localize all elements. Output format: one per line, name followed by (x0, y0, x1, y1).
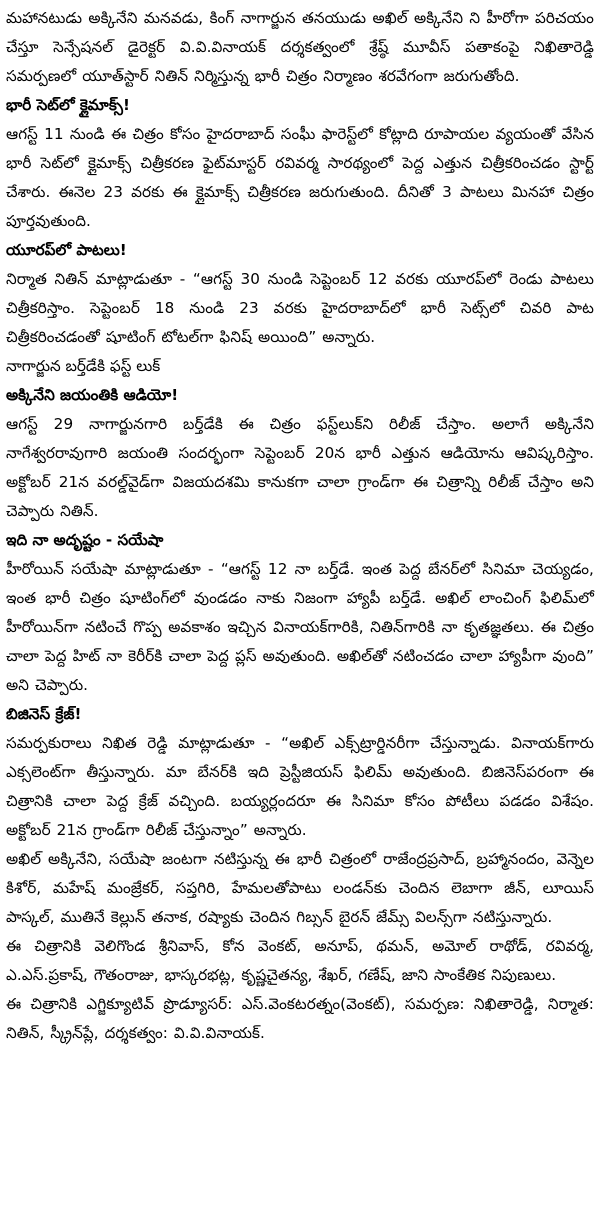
climax-paragraph: ఆగస్ట్ 11 నుండి ఈ చిత్రం కోసం హైదరాబాద్ సంఘీ ఫారెస్ట్‌లో కోట్లాది రూపాయల వ్యయంతో వేసిన భారీ సెట్‌లో క్లైమాక్స్ చిత్రీకరణ ఫైట్‌మాస్టర్ రవివర్మ సారథ్యంలో పెద్ద ఎత్తున చిత్రీకరించడం స్టార్ట్ చేశారు. ఈనెల 23 వరకు ఈ క్లైమాక్స్ చిత్రీకరణ జరుగుతుంది. దీనితో 3 పాటలు మినహా చిత్రం పూర్తవుతుంది. (6, 125, 594, 230)
heroine-quote-paragraph: హీరోయిన్ సయేషా మాట్లాడుతూ - “ఆగస్ట్ 12 నా బర్త్‌డే. ఇంత పెద్ద బేనర్‌లో సినిమా చెయ్యడం, ఇంత భారీ చిత్రం షూటింగ్‌లో వుండడం నాకు నిజంగా హ్యాపీ బర్త్‌డే. అఖిల్ లాంచింగ్ ఫిలిమ్‌లో హీరోయిన్‌గా నటించే గొప్ప అవకాశం ఇచ్చిన వినాయక్‌గారికి, నితిన్‌గారికి నా కృతజ్ఞతలు. ఈ చిత్రం చాలా పెద్ద హిట్ నా కెరీర్‌కి చాలా పెద్ద ప్లస్ అవుతుంది. అఖిల్‌తో నటించడం చాలా హ్యాపీగా వుంది” అని చెప్పారు. (6, 560, 594, 694)
europe-songs-heading: యూరప్‌లో పాటలు! (6, 241, 127, 259)
business-heading: బిజినెస్ క్రేజ్! (6, 705, 82, 723)
credits-paragraph: ఈ చిత్రానికి ఎగ్జిక్యూటివ్ ప్రొడ్యూసర్: ఎస్.వెంకటరత్నం(వెంకట్), సమర్పణ: నిఖితారెడ్డి, నిర్మాత: నితిన్, స్క్రీన్‌ప్లే, దర్శకత్వం: వి.వి.వినాయక్. (6, 995, 594, 1042)
climax-heading: భారీ సెట్‌లో క్లైమాక్స్! (6, 96, 130, 114)
intro-paragraph: మహానటుడు అక్కినేని మనవడు, కింగ్ నాగార్జున తనయుడు అఖిల్ అక్కినేని ని హీరోగా పరిచయం చేస్తూ సెన్సేషనల్ డైరెక్టర్ వి.వి.వినాయక్ దర్శకత్వంలో శ్రేష్ఠ్ మూవీస్ పతాకంపై నిఖితారెడ్డి సమర్పణలో యూత్‌స్టార్ నితిన్ నిర్మిస్తున్న భారీ చిత్రం నిర్మాణం శరవేగంగా జరుగుతోంది. (6, 9, 594, 85)
release-paragraph: ఆగస్ట్ 29 నాగార్జునగారి బర్త్‌డేకి ఈ చిత్రం ఫస్ట్‌లుక్‌ని రిలీజ్ చేస్తాం. అలాగే అక్కినేని నాగేశ్వరరావుగారి జయంతి సందర్భంగా సెప్టెంబర్ 20న భారీ ఎత్తున ఆడియోను ఆవిష్కరిస్తాం. అక్టోబర్ 21న వరల్డ్‌వైడ్‌గా విజయదశమి కానుకగా చాలా గ్రాండ్‌గా ఈ చిత్రాన్ని రిలీజ్ చేస్తాం అని చెప్పారు నితిన్. (6, 415, 594, 520)
technicians-paragraph: ఈ చిత్రానికి వెలిగొండ శ్రీనివాస్, కోన వెంకట్, అనూప్, థమన్, అమోల్ రాథోడ్, రవివర్మ, ఎ.ఎస్.ప్రకాష్, గౌతంరాజు, భాస్కరభట్ల, కృష్ణచైతన్య, శేఖర్, గణేష్, జాని సాంకేతిక నిపుణులు. (6, 937, 594, 984)
first-look-line: నాగార్జున బర్త్‌డేకి ఫస్ట్ లుక్ (6, 357, 161, 375)
audio-heading: అక్కినేని జయంతికి ఆడియో! (6, 386, 179, 404)
presenter-quote-paragraph: సమర్పకురాలు నిఖిత రెడ్డి మాట్లాడుతూ - “అఖిల్ ఎక్స్‌ట్రార్డినరీగా చేస్తున్నాడు. వినాయక్‌గారు ఎక్సలెంట్‌గా తీస్తున్నారు. మా బేనర్‌కి ఇది ప్రెస్టీజియస్ ఫిలిమ్ అవుతుంది. బిజినెస్‌పరంగా ఈ చిత్రానికి చాలా పెద్ద క్రేజ్ వచ్చింది. బయ్యర్లందరూ ఈ సినిమా కోసం పోటీలు పడడం విశేషం. అక్టోబర్ 21న గ్రాండ్‌గా రిలీజ్ చేస్తున్నాం” అన్నారు. (6, 734, 594, 839)
cast-paragraph: అఖిల్ అక్కినేని, సయేషా జంటగా నటిస్తున్న ఈ భారీ చిత్రంలో రాజేంద్రప్రసాద్, బ్రహ్మానందం, వెన్నెల కిశోర్, మహేష్ మంజ్రేకర్, సప్తగిరి, హేమలతోపాటు లండన్‌కు చెందిన లెబాగా జీన్, లూయిస్ పాస్కల్, ముతినే కెల్లున్ తనాక, రష్యాకు చెందిన గిబ్సన్ బైరన్ జేమ్స్ విలన్స్‌గా నటిస్తున్నారు. (6, 850, 594, 926)
producer-quote-paragraph: నిర్మాత నితిన్ మాట్లాడుతూ - “ఆగస్ట్ 30 నుండి సెప్టెంబర్ 12 వరకు యూరప్‌లో రెండు పాటలు చిత్రీకరిస్తాం. సెప్టెంబర్ 18 నుండి 23 వరకు హైదరాబాద్‌లో భారీ సెట్స్‌లో చివరి పాట చిత్రీకరించడంతో షూటింగ్ టోటల్‌గా ఫినిష్ అయింది” అన్నారు. (6, 270, 594, 346)
heroine-heading: ఇది నా అదృష్టం - సయేషా (6, 531, 164, 549)
